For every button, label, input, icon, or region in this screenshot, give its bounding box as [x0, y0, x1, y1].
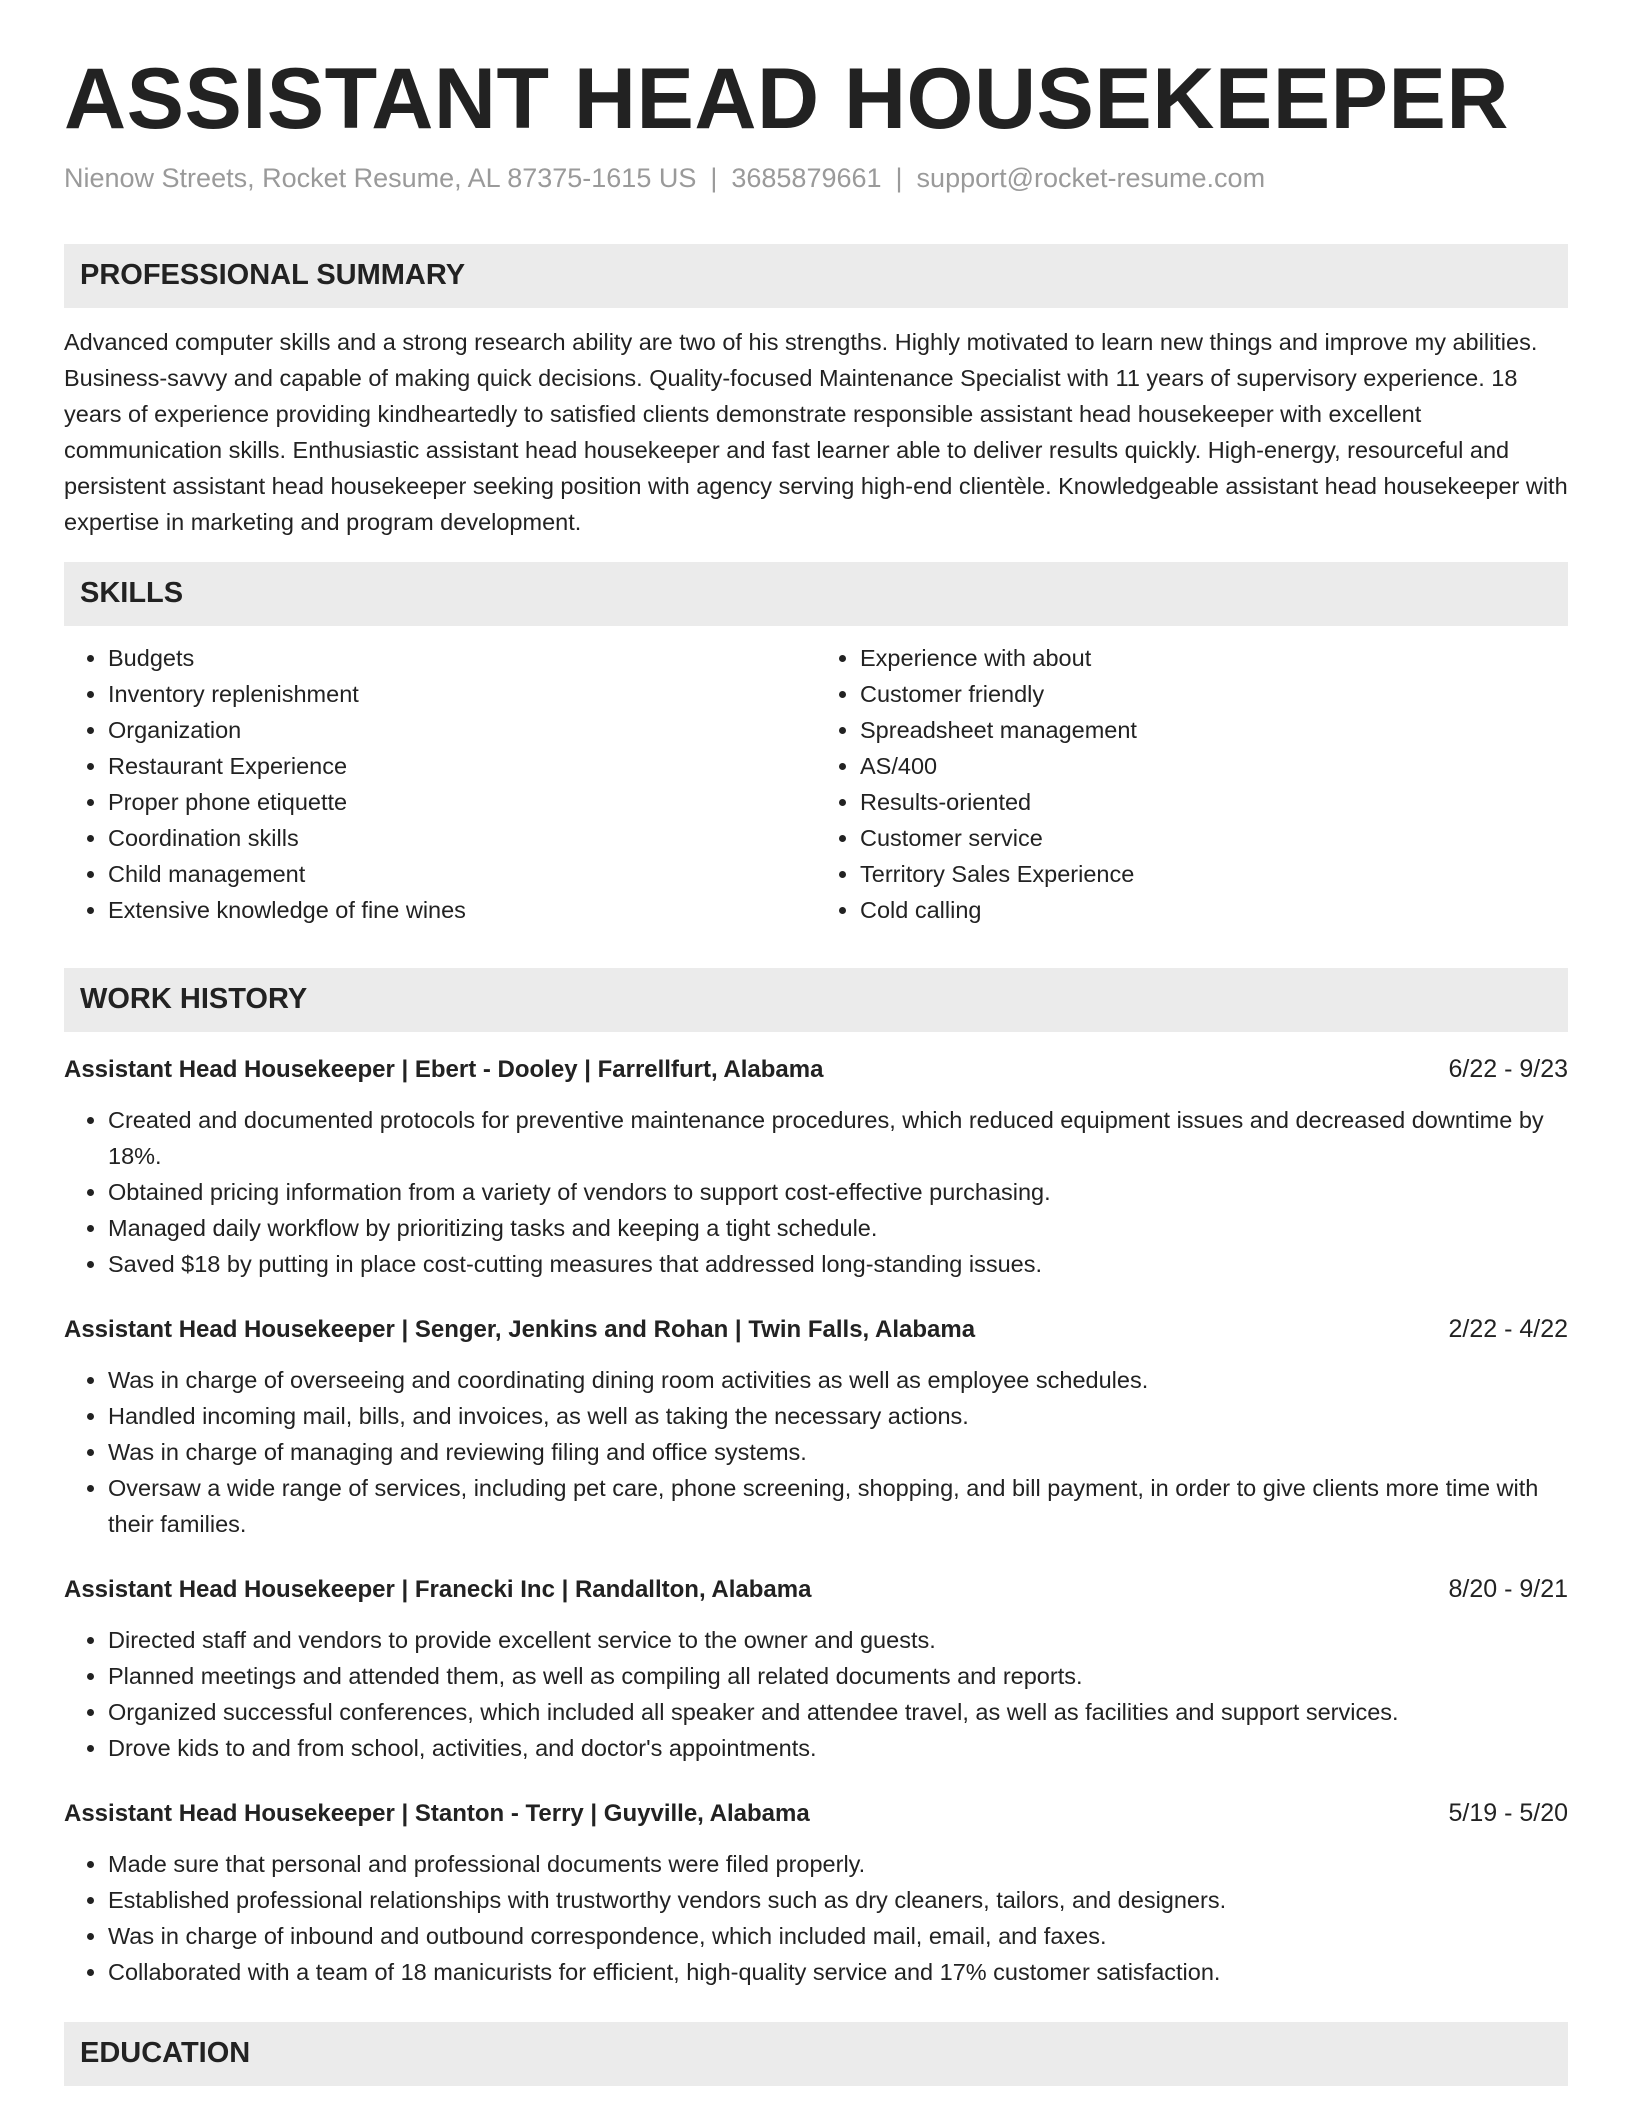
- job-bullets: [64, 1846, 1568, 1990]
- skill-item: • Child management: [108, 856, 816, 892]
- job-bullet: • Obtained pricing information from a variety of vendors to support cost-effective purchasing.: [108, 1174, 1568, 1210]
- job-entry: [64, 1312, 1568, 1542]
- candidate-name: ASSISTANT HEAD HOUSEKEEPER: [64, 51, 1509, 147]
- skill-item: • Results-oriented: [860, 784, 1568, 820]
- job-dates: 8/20 - 9/21: [1448, 1575, 1568, 1604]
- skill-item: • Spreadsheet management: [860, 712, 1568, 748]
- job-entry: [64, 1052, 1568, 1282]
- job-bullet: • Collaborated with a team of 18 manicurists for efficient, high-quality service and 17% customer satisfaction.: [108, 1954, 1568, 1990]
- job-bullet: • Handled incoming mail, bills, and invoices, as well as taking the necessary actions.: [108, 1398, 1568, 1434]
- job-bullet: • Was in charge of overseeing and coordinating dining room activities as well as employee schedules.: [108, 1362, 1568, 1398]
- skill-item: • AS/400: [860, 748, 1568, 784]
- job-dates: 5/19 - 5/20: [1448, 1799, 1568, 1828]
- contact-phone: 3685879661: [731, 162, 882, 193]
- education-heading: EDUCATION: [64, 2022, 1568, 2086]
- skills-column-left: [64, 640, 816, 928]
- job-bullet: • Managed daily workflow by prioritizing tasks and keeping a tight schedule.: [108, 1210, 1568, 1246]
- job-entry: [64, 1572, 1568, 1766]
- summary-heading: PROFESSIONAL SUMMARY: [64, 244, 1568, 308]
- job-bullet: • Was in charge of managing and reviewing filing and office systems.: [108, 1434, 1568, 1470]
- job-header: [64, 1312, 1568, 1348]
- skill-item: • Experience with about: [860, 640, 1568, 676]
- skill-item: • Restaurant Experience: [108, 748, 816, 784]
- skill-item: • Inventory replenishment: [108, 676, 816, 712]
- skill-item: • Proper phone etiquette: [108, 784, 816, 820]
- skill-item: • Customer friendly: [860, 676, 1568, 712]
- skill-item: • Cold calling: [860, 892, 1568, 928]
- job-header: [64, 1572, 1568, 1608]
- job-title: Assistant Head Housekeeper | Ebert - Dooley | Farrellfurt, Alabama: [64, 1055, 824, 1083]
- skill-item: • Budgets: [108, 640, 816, 676]
- skill-item: • Territory Sales Experience: [860, 856, 1568, 892]
- job-bullets: [64, 1362, 1568, 1542]
- skills-column-right: [816, 640, 1568, 928]
- contact-separator: |: [710, 162, 718, 193]
- job-bullet: • Oversaw a wide range of services, including pet care, phone screening, shopping, and bill payment, in order to give clients more time with their families.: [108, 1470, 1568, 1542]
- job-title: Assistant Head Housekeeper | Stanton - Terry | Guyville, Alabama: [64, 1799, 810, 1827]
- contact-line: [64, 163, 1568, 194]
- job-bullet: • Saved $18 by putting in place cost-cutting measures that addressed long-standing issues.: [108, 1246, 1568, 1282]
- job-bullet: • Made sure that personal and professional documents were filed properly.: [108, 1846, 1568, 1882]
- job-bullet: • Established professional relationships with trustworthy vendors such as dry cleaners, tailors, and designers.: [108, 1882, 1568, 1918]
- job-bullet: • Directed staff and vendors to provide excellent service to the owner and guests.: [108, 1622, 1568, 1658]
- summary-text: Advanced computer skills and a strong research ability are two of his strengths. Highly motivated to learn new things and improve my abilities. Business-savvy and capable of making quick decisions. Quality-focused Maintenance Specialist with 11 years of supervisory experience. 18 years of experience providing kindheartedly to satisfied clients demonstrate responsible assistant head housekeeper with excellent communication skills. Enthusiastic assistant head housekeeper and fast learner able to deliver results quickly. High-energy, resourceful and persistent assistant head housekeeper seeking position with agency serving high-end clientèle. Knowledgeable assistant head housekeeper with expertise in marketing and program development.: [64, 328, 1568, 535]
- job-header: [64, 1796, 1568, 1832]
- job-bullet: • Organized successful conferences, which included all speaker and attendee travel, as well as facilities and support services.: [108, 1694, 1568, 1730]
- contact-email: support@rocket-resume.com: [916, 162, 1266, 193]
- job-bullet: • Created and documented protocols for preventive maintenance procedures, which reduced equipment issues and decreased downtime by 18%.: [108, 1102, 1568, 1174]
- work-history-heading: WORK HISTORY: [64, 968, 1568, 1032]
- skill-item: • Extensive knowledge of fine wines: [108, 892, 816, 928]
- job-title: Assistant Head Housekeeper | Franecki Inc | Randallton, Alabama: [64, 1575, 812, 1603]
- job-bullets: [64, 1622, 1568, 1766]
- skills-heading: SKILLS: [64, 562, 1568, 626]
- skill-item: • Coordination skills: [108, 820, 816, 856]
- skill-item: • Organization: [108, 712, 816, 748]
- contact-separator: |: [895, 162, 903, 193]
- job-title: Assistant Head Housekeeper | Senger, Jenkins and Rohan | Twin Falls, Alabama: [64, 1315, 976, 1343]
- job-header: [64, 1052, 1568, 1088]
- job-dates: 6/22 - 9/23: [1448, 1055, 1568, 1084]
- job-bullet: • Drove kids to and from school, activities, and doctor's appointments.: [108, 1730, 1568, 1766]
- job-dates: 2/22 - 4/22: [1448, 1315, 1568, 1344]
- job-bullet: • Planned meetings and attended them, as well as compiling all related documents and reports.: [108, 1658, 1568, 1694]
- job-bullet: • Was in charge of inbound and outbound correspondence, which included mail, email, and faxes.: [108, 1918, 1568, 1954]
- resume-page: [64, 52, 1568, 2086]
- job-entry: [64, 1796, 1568, 1990]
- skill-item: • Customer service: [860, 820, 1568, 856]
- skills-list: [64, 640, 1568, 928]
- contact-address: Nienow Streets, Rocket Resume, AL 87375-1615 US: [64, 162, 697, 193]
- job-bullets: [64, 1102, 1568, 1282]
